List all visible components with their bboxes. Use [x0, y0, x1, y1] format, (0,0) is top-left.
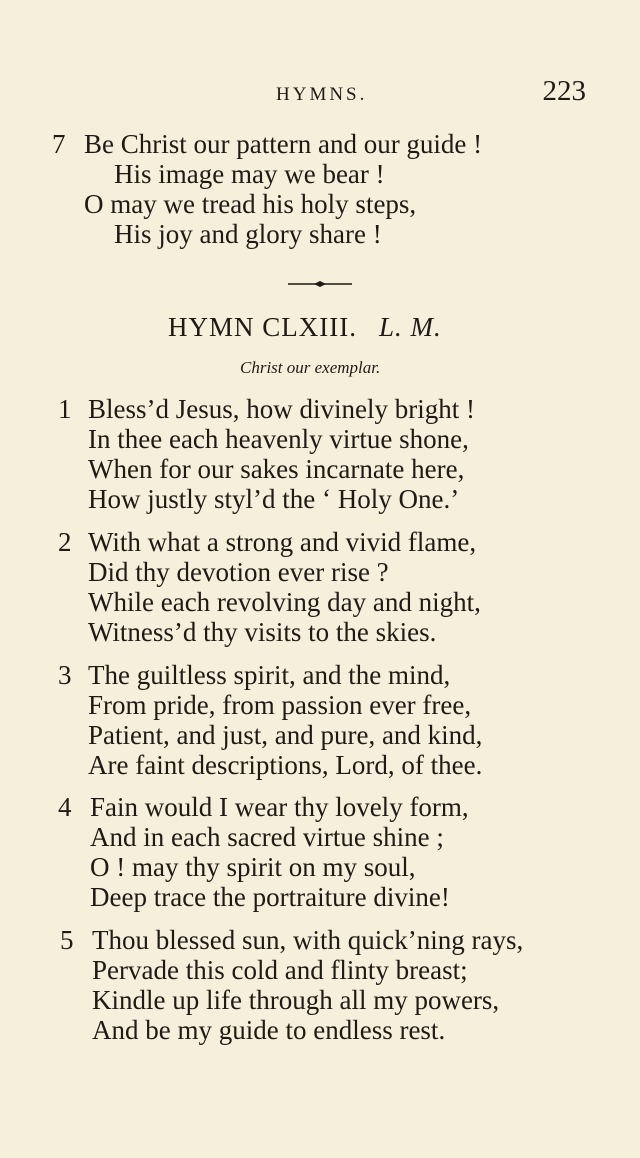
- verse-line: Are faint descriptions, Lord, of thee.: [88, 750, 483, 780]
- verse-line: How justly styl’d the ‘ Holy One.’: [88, 484, 460, 514]
- verse-line: His joy and glory share !: [114, 219, 382, 249]
- verse-line: From pride, from passion ever free,: [88, 690, 472, 720]
- hymn-title: [168, 312, 442, 343]
- verse-line: Pervade this cold and flinty breast;: [92, 955, 468, 985]
- verse-line: Witness’d thy visits to the skies.: [88, 617, 437, 647]
- verse-line: And in each sacred virtue shine ;: [90, 822, 444, 852]
- verse-line: Be Christ our pattern and our guide !: [84, 129, 483, 159]
- ornament-divider: [288, 281, 352, 287]
- hymn-number-title: HYMN CLXIII.: [168, 312, 357, 342]
- stanza-number: 4: [58, 792, 72, 822]
- verse-line: While each revolving day and night,: [88, 587, 481, 617]
- verse-line: Did thy devotion ever rise ?: [88, 557, 389, 587]
- verse-line: O ! may thy spirit on my soul,: [90, 852, 416, 882]
- verse-line: When for our sakes incarnate here,: [88, 454, 465, 484]
- verse-line: Bless’d Jesus, how divinely bright !: [88, 394, 475, 424]
- stanza-number: 7: [52, 129, 66, 159]
- hymn-meter: L. M.: [378, 312, 442, 342]
- running-head: HYMNS.: [276, 84, 368, 105]
- verse-line: His image may we bear !: [114, 159, 385, 189]
- hymn-subtitle: Christ our exemplar.: [240, 358, 381, 377]
- stanza-number: 2: [58, 527, 72, 557]
- verse-line: Fain would I wear thy lovely form,: [90, 792, 469, 822]
- verse-line: Thou blessed sun, with quick’ning rays,: [92, 925, 524, 955]
- verse-line: Kindle up life through all my powers,: [92, 985, 500, 1015]
- verse-line: Patient, and just, and pure, and kind,: [88, 720, 483, 750]
- verse-line: And be my guide to endless rest.: [92, 1015, 446, 1045]
- stanza-number: 1: [58, 394, 72, 424]
- stanza-number: 3: [58, 660, 72, 690]
- stanza-number: 5: [60, 925, 74, 955]
- page-number: 223: [542, 75, 586, 107]
- verse-line: In thee each heavenly virtue shone,: [88, 424, 469, 454]
- verse-line: O may we tread his holy steps,: [84, 189, 417, 219]
- verse-line: The guiltless spirit, and the mind,: [88, 660, 451, 690]
- verse-line: With what a strong and vivid flame,: [88, 527, 477, 557]
- verse-line: Deep trace the portraiture divine!: [90, 882, 450, 912]
